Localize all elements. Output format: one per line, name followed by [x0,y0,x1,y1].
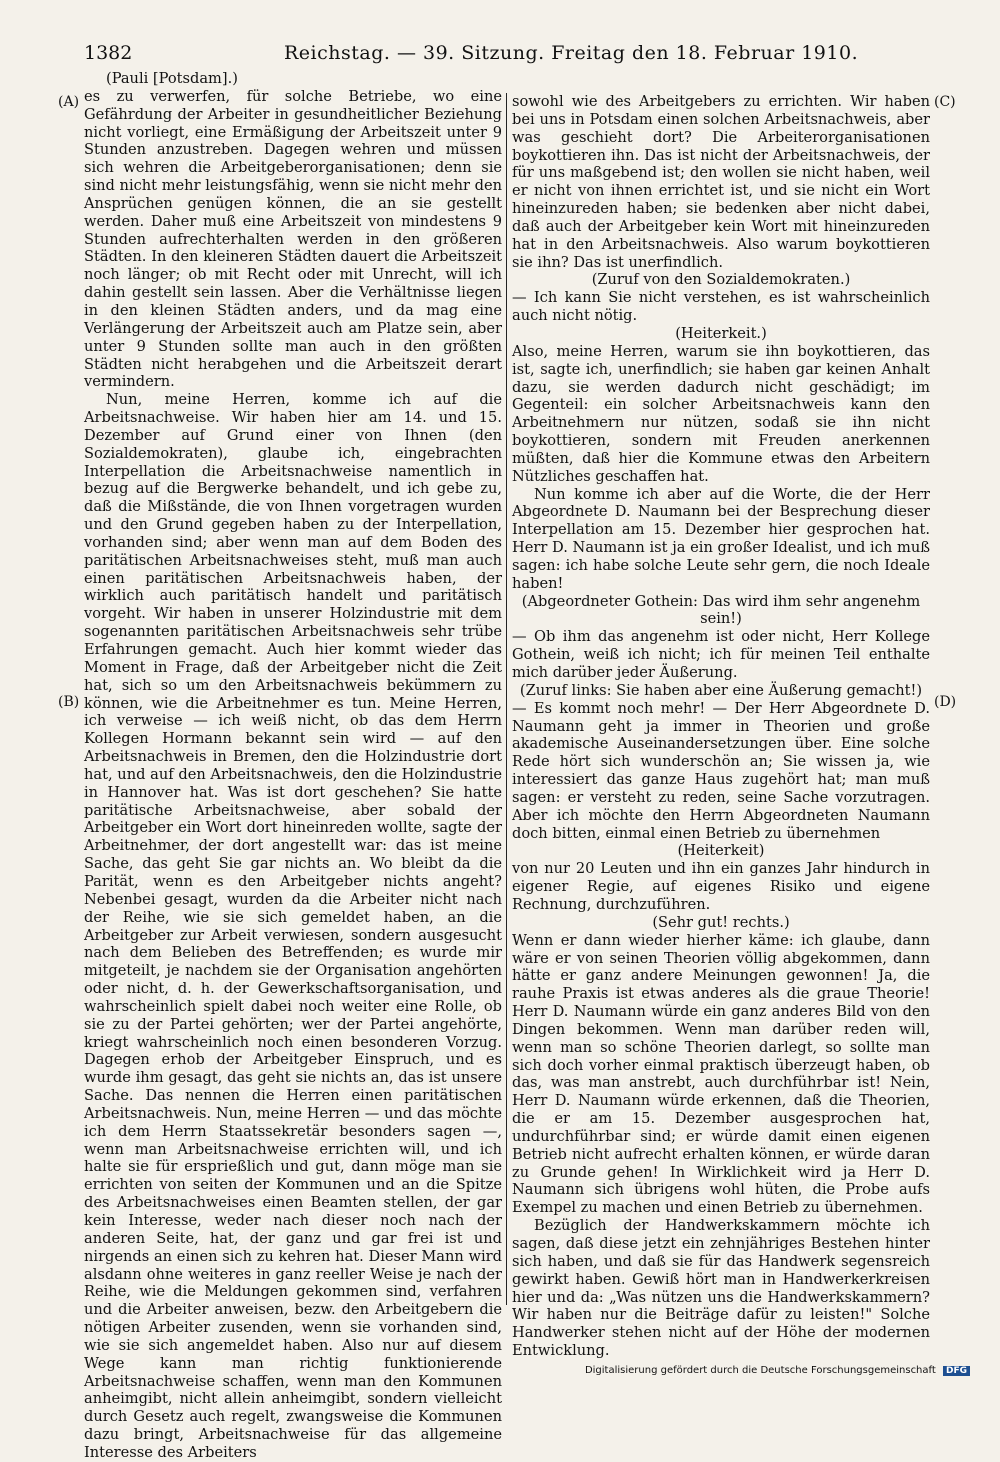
margin-mark-c: (C) [934,94,956,110]
right-paragraph-5: — Ob ihm das angenehm ist oder nicht, Herr Kollege Gothein, weiß ich nicht; ich für meinen Teil enthalte mich darüber jeder Äußerung. [512,628,930,681]
margin-mark-a: (A) [58,94,80,110]
right-paragraph-6: — Es kommt noch mehr! — Der Herr Abgeordnete D. Naumann geht ja immer in Theorien und große akademische Auseinandersetzungen über. Eine solche Rede hört sich wunderschön an; Sie wissen ja, wie interessiert das ganze Haus zugehört hat; man muß sagen: er versteht zu reden, seine Sache vorzutragen. Aber ich möchte den Herrn Abgeordneten Naumann doch bitten, einmal einen Betrieb zu übernehmen [512,699,930,842]
margin-mark-b: (B) [58,694,80,710]
left-paragraph-2: Nun, meine Herren, komme ich auf die Arbeitsnachweise. Wir haben hier am 14. und 15. Dezember auf Grund einer von Ihnen (den Sozialdemokraten), glaube ich, eingebrachten Interpellation die Arbeitsnachweise namentlich in bezug auf die Bergwerke behandelt, und ich gebe zu, daß die Mißstände, die von Ihnen vorgetragen wurden und den Grund gegeben haben zu der Interpellation, vorhanden sind; aber wenn man auf dem Boden des paritätischen Arbeitsnachweises steht, muß man auch einen paritätischen Arbeitsnachweis haben, der wirklich auch paritätisch handelt und paritätisch vorgeht. Wir haben in unserer Holzindustrie mit dem sogenannten paritätischen Arbeitsnachweis sehr trübe Erfahrungen gemacht. Auch hier kommt wieder das Moment in Frage, daß der Arbeitgeber nicht die Zeit hat, sich so um den Arbeitsnachweis bekümmern zu können, wie die Arbeitnehmer es tun. Meine Herren, ich verweise — ich weiß nicht, ob das dem Herrn Kollegen Hormann bekannt sein wird — auf den Arbeitsnachweis in Bremen, den die Holzindustrie dort hat, und auf den Arbeitsnachweis, den die Holzindustrie in Hannover hat. Was ist dort geschehen? Sie hatte paritätische Arbeitsnachweise, aber sobald der Arbeitgeber ein Wort dort hineinreden wollte, sagte der Arbeitnehmer, der dort angestellt war: das ist meine Sache, das geht Sie gar nichts an. Wo bleibt da die Parität, wenn es den Arbeitgeber nichts angeht? Nebenbei gesagt, wurden da die Arbeiter nicht nach der Reihe, wie sie sich gemeldet haben, an die Arbeitgeber zur Arbeit verwiesen, sondern ausgesucht nach dem Belieben des Betreffenden; es wurde mir mitgeteilt, je nachdem sie der Organisation angehörten oder nicht, d. h. der Gewerkschaftsorganisation, und wahrscheinlich spielt dabei noch weiter eine Rolle, ob sie zu der Partei gehörten; wer der Partei angehörte, kriegt wahrscheinlich noch einen besonderen Vorzug. Dagegen erhob der Arbeitgeber Einspruch, und es wurde ihm gesagt, das geht sie nichts an, das ist unsere Sache. Das nennen die Herren einen paritätischen Arbeitsnachweis. Nun, meine Herren — und das möchte ich dem Herrn Staatssekretär besonders sagen —, wenn man Arbeitsnachweise errichten will, und ich halte sie für ersprießlich und gut, dann möge man sie errichten von seiten der Kommunen und an die Spitze des Arbeitsnachweises einen Beamten stellen, der gar kein Interesse, weder nach dieser noch nach der anderen Seite, hat, der ganz und gar frei ist und nirgends an einen sich zu kehren hat. Dieser Mann wird alsdann ohne weiteres in ganz reeller Weise je nach der Reihe, wie die Meldungen gekommen sind, verfahren und die Arbeiter anweisen, bezw. den Arbeitgebern die nötigen Arbeiter zusenden, wenn sie vorhanden sind, wie sie sich angemeldet haben. Also nur auf diesem Wege kann man richtig funktionierende Arbeitsnachweise schaffen, wenn man den Kommunen anheimgibt, nicht allein anheimgibt, sondern vielleicht durch Gesetz auch regelt, zwangsweise die Kommunen dazu bringt, Arbeitsnachweise für das allgemeine Interesse des Arbeiters [84,391,502,1461]
footer-text: Digitalisierung gefördert durch die Deutsche Forschungsgemeinschaft [584,1365,936,1376]
running-title: Reichstag. — 39. Sitzung. Freitag den 18. Februar 1910. [284,42,859,64]
left-paragraph-1: es zu verwerfen, für solche Betriebe, wo eine Gefährdung der Arbeiter in gesundheitlicher Beziehung nicht vorliegt, eine Ermäßigung der Arbeitszeit unter 9 Stunden anzustreben. Dagegen wehren und müssen sich wehren die Arbeitgeberorganisationen; denn sie sind nicht mehr leistungsfähig, wenn sie nicht mehr den Ansprüchen genügen können, die an sie gestellt werden. Daher muß eine Arbeitszeit von mindestens 9 Stunden aufrechterhalten werden in den größeren Städten. In den kleineren Städten dauert die Arbeitszeit noch länger; ob mit Recht oder mit Unrecht, will ich dahin gestellt sein lassen. Aber die Verhältnisse liegen in den kleinen Städten anders, und da mag eine Verlängerung der Arbeitszeit auch am Platze sein, aber unter 9 Stunden sollte man auch in den größten Städten nicht herabgehen und die Arbeitszeit derart vermindern. [84,87,502,391]
left-column [84,70,502,1462]
interjection-3: (Abgeordneter Gothein: Das wird ihm sehr angenehm sein!) [521,592,921,628]
interjection-2: (Heiterkeit.) [675,324,767,342]
speaker-label: (Pauli [Potsdam].) [106,70,238,87]
column-divider [506,93,507,1305]
interjection-4: (Zuruf links: Sie haben aber eine Äußerung gemacht!) [519,681,923,699]
margin-mark-d: (D) [934,694,957,710]
right-paragraph-8: Wenn er dann wieder hierher käme: ich glaube, dann wäre er von seinen Theorien völlig abgekommen, dann hätte er ganz andere Meinungen gewonnen! Ja, die rauhe Praxis ist etwas anderes als die graue Theorie! Herr D. Naumann würde ein ganz anderes Bild von den Dingen bekommen. Wenn man darüber reden will, wenn man so schöne Theorien darlegt, so sollte man sich doch vorher einmal praktisch überzeugt haben, ob das, was man anstrebt, auch durchführbar ist! Nein, Herr D. Naumann würde erkennen, daß die Theorien, die er am 15. Dezember ausgesprochen hat, undurchführbar sind; er würde damit einen eigenen Betrieb nicht aufrecht erhalten können, er würde daran zu Grunde gehen! In Wirklichkeit wird ja Herr D. Naumann sich übrigens wohl hüten, die Probe aufs Exempel zu machen und einen Betrieb zu übernehmen. [512,931,930,1217]
right-paragraph-1: sowohl wie des Arbeitgebers zu errichten. Wir haben bei uns in Potsdam einen solchen Arbeitsnachweis, aber was geschieht dort? Die Arbeiterorganisationen boykottieren ihn. Das ist nicht der Arbeitsnachweis, der für uns maßgebend ist; den wollen sie nicht haben, weil er nicht von ihnen errichtet ist, und sie nicht ein Wort hineinzureden haben; sie bedenken aber nicht dabei, daß auch der Arbeitgeber kein Wort mit hineinzureden hat in den Arbeitsnachweis. Also warum boykottieren sie ihn? Das ist unerfindlich. [512,93,930,271]
page-header [84,42,926,66]
right-paragraph-4: Nun komme ich aber auf die Worte, die der Herr Abgeordnete D. Naumann bei der Besprechung dieser Interpellation am 15. Dezember hier gesprochen hat. Herr D. Naumann ist ja ein großer Idealist, und ich muß sagen: ich habe solche Leute sehr gern, die noch Ideale haben! [512,485,930,592]
right-paragraph-9: Bezüglich der Handwerkskammern möchte ich sagen, daß diese jetzt ein zehnjähriges Bestehen hinter sich haben, und daß sie für das Handwerk segensreich gewirkt haben. Gewiß hört man in Handwerkerkreisen hier und da: „Was nützen uns die Handwerkskammern? Wir haben nur die Beiträge dafür zu leisten!" Solche Handwerker stehen nicht auf der Höhe der modernen Entwicklung. [512,1217,930,1360]
interjection-5: (Heiterkeit) [677,842,765,860]
interjection-6: (Sehr gut! rechts.) [652,913,790,931]
right-paragraph-3: Also, meine Herren, warum sie ihn boykottieren, das ist, sagte ich, unerfindlich; sie haben gar keinen Anhalt dazu, sie werden dadurch nicht geschädigt; im Gegenteil: ein solcher Arbeitsnachweis kann den Arbeitnehmern nur nützen, sodaß sie ihn nicht boykottieren, sondern mit Freuden anerkennen müßten, daß hier die Kommune etwas den Arbeitern Nützliches geschaffen hat. [512,342,930,485]
footer [585,1365,970,1376]
dfg-logo: DFG [943,1366,970,1376]
interjection-1: (Zuruf von den Sozialdemokraten.) [591,271,851,289]
right-paragraph-7: von nur 20 Leuten und ihn ein ganzes Jahr hindurch in eigener Regie, auf eigenes Risiko und eigene Rechnung, durchzuführen. [512,860,930,913]
right-paragraph-2: — Ich kann Sie nicht verstehen, es ist wahrscheinlich auch nicht nötig. [512,289,930,325]
page-number: 1382 [84,42,133,64]
right-column [512,93,930,1360]
